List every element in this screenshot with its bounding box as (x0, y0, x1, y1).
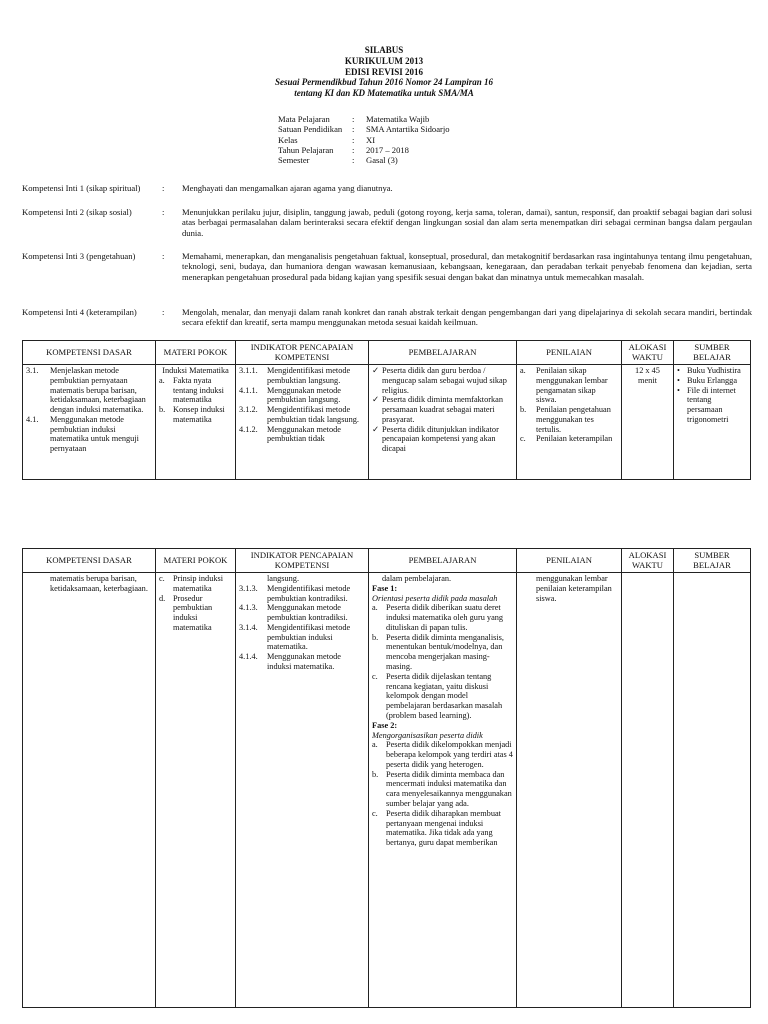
bullet-icon: • (677, 385, 680, 395)
ki-4: Kompetensi Inti 4 (keterampilan) : Mengolah, menalar, dan menyaji dalam ranah konkret dan ranah abstrak terkait dengan pengembangan dari yang dipelajarinya di sekolah secara mandiri, bertindak secara efektif dan kreatif, serta mampu menggunakan metoda sesuai kaidah keilmuan. (22, 307, 752, 328)
meta-value: XI (366, 134, 376, 145)
indikator-item: 3.1.4. Mengidentifikasi metode pembuktian induksi matematika. (239, 622, 351, 652)
check-icon: ✓ (372, 424, 379, 434)
fase-item: c. Peserta didik diharapkan membuat pertanyaan mengenai induksi matematika. Jika tidak ada yang bertanya, guru dapat memberikan (372, 808, 501, 848)
materi-item: d. Prosedur pembuktian induksi matematika (159, 593, 213, 632)
meta-value: 2017 – 2018 (366, 144, 409, 155)
meta-key: Semester (278, 155, 310, 166)
title-line-2: KURIKULUM 2013 (344, 55, 424, 66)
title-line-4: Sesuai Permendikbud Tahun 2016 Nomor 24 Lampiran 16 (275, 77, 493, 88)
header-sumber-belajar: SUMBER BELAJAR (674, 341, 751, 365)
header-pembelajaran: PEMBELAJARAN (369, 549, 517, 573)
fase-2-label: Fase 2: (372, 720, 398, 730)
fase-item: b. Peserta didik diminta membaca dan mencermati induksi matematika dan cara menyelesaikannya menggunakan sumber belajar yang ada. (372, 769, 512, 808)
indikator-continued: langsung. (267, 574, 300, 583)
ki-text: Menghayati dan mengamalkan ajaran agama yang dianutnya. (182, 183, 393, 193)
cell-penilaian (517, 365, 622, 480)
indikator-item: 3.1.1. Mengidentifikasi metode pembuktian langsung. (239, 366, 351, 385)
ki-label: Kompetensi Inti 4 (keterampilan) (22, 307, 137, 317)
ki-text: Mengolah, menalar, dan menyaji dalam ranah konkret dan ranah abstrak terkait dengan pengembangan dari yang dipelajarinya di sekolah secara mandiri, bertindak secara efektif dan kreatif, serta mampu menggunakan metoda sesuai kaidah keilmuan. (182, 307, 752, 328)
header-materi-pokok: MATERI POKOK (156, 341, 236, 365)
cell-alokasi (622, 573, 674, 1008)
bullet-icon: • (677, 375, 680, 385)
identity-block (278, 114, 450, 166)
meta-row: Semester : Gasal (3) (278, 155, 398, 166)
ki-label: Kompetensi Inti 2 (sikap sosial) (22, 207, 132, 217)
ki-label: Kompetensi Inti 3 (pengetahuan) (22, 251, 136, 261)
meta-row: Satuan Pendidikan : SMA Antartika Sidoarjo (278, 124, 450, 135)
ki-3: Kompetensi Inti 3 (pengetahuan) : Memahami, menerapkan, dan menganalisis pengetahuan faktual, konseptual, prosedural, dan metakognitif berdasarkan rasa ingintahunya tentang ilmu pengetahuan, teknologi, seni, budaya, dan humaniora dengan wawasan kemanusiaan, kebangsaan, kenegaraan, dan peradaban terkait penyebab fenomena dan kejadian, serta menerapkan pengetahuan prosedural pada bidang kajian yang spesifik sesuai dengan bakat dan minatnya untuk memecahkan masalah. (22, 251, 752, 282)
materi-heading: Induksi Matematika (162, 366, 229, 375)
fase-item: a. Peserta didik dikelompokkan menjadi beberapa kelompok yang terdiri atas 4 peserta didik yang heterogen. (372, 740, 513, 769)
cell-materi (156, 365, 236, 480)
header-kompetensi-dasar: KOMPETENSI DASAR (23, 341, 156, 365)
kd-item: 4.1. Menggunakan metode pembuktian induksi matematika untuk menguji pernyataan (26, 414, 139, 454)
syllabus-table-2 (22, 548, 751, 1008)
indikator-item: 4.1.4. Menggunakan metode induksi matematika. (239, 652, 341, 672)
header-materi-pokok: MATERI POKOK (156, 549, 236, 573)
check-icon: ✓ (372, 395, 379, 405)
check-icon: ✓ (372, 366, 379, 375)
pembelajaran-item: ✓ Peserta didik ditunjukkan indikator pencapaian kompetensi yang akan dicapai (372, 424, 499, 454)
materi-item: c. Prinsip induksi matematika (159, 574, 224, 593)
cell-materi (156, 573, 236, 1008)
indikator-item: 4.1.1. Menggunakan metode pembuktian langsung. (239, 385, 341, 405)
penilaian-item: b. Penilaian pengetahuan menggunakan tes tertulis. (520, 405, 611, 434)
meta-key: Tahun Pelajaran (278, 144, 334, 155)
cell-indikator (236, 573, 369, 1008)
fase-2-subtitle: Mengorganisasikan peserta didik (372, 730, 483, 740)
ki-text: Memahami, menerapkan, dan menganalisis pengetahuan faktual, konseptual, prosedural, dan metakognitif berdasarkan rasa ingintahunya tentang ilmu pengetahuan, teknologi, seni, budaya, dan humaniora dengan wawasan kemanusiaan, kebangsaan, kenegaraan, dan peradaban terkait penyebab fenomena dan kejadian, serta menerapkan pengetahuan prosedural pada bidang kajian yang spesifik sesuai dengan bakat dan minatnya untuk memecahkan masalah. (182, 251, 752, 282)
meta-row: Kelas : XI (278, 134, 376, 145)
header-penilaian: PENILAIAN (517, 549, 622, 573)
pembelajaran-item: ✓ Peserta didik dan guru berdoa / mengucap salam sebagai wujud sikap religius. (372, 366, 507, 395)
sumber-item: • Buku Erlangga (677, 375, 738, 385)
title-line-5: tentang KI dan KD Matematika untuk SMA/MA (294, 88, 474, 99)
bullet-icon: • (677, 366, 680, 375)
meta-value: SMA Antartika Sidoarjo (366, 124, 450, 135)
kd-item: 3.1. Menjelaskan metode pembuktian pernyataan matematis berupa barisan, ketidaksamaan, keterbagiaan dengan induksi matematika. (26, 366, 146, 415)
sumber-item: • File di internet tentang persamaan trigonometri (677, 385, 736, 424)
meta-row: Tahun Pelajaran : 2017 – 2018 (278, 144, 409, 155)
header-pembelajaran: PEMBELAJARAN (369, 341, 517, 365)
cell-penilaian: menggunakan lembar penilaian keterampilan siswa. (517, 573, 622, 1008)
header-kompetensi-dasar: KOMPETENSI DASAR (23, 549, 156, 573)
cell-kd: matematis berupa barisan, ketidaksamaan, keterbagiaan. (23, 573, 156, 1008)
fase-item: a. Peserta didik diberikan suatu deret induksi matematika oleh guru yang dituliskan di papan tulis. (372, 603, 504, 632)
title-line-1: SILABUS (364, 45, 404, 55)
penilaian-item: c. Penilaian keterampilan (520, 434, 613, 444)
header-alokasi-waktu: ALOKASI WAKTU (622, 341, 674, 365)
meta-value: Matematika Wajib (366, 114, 430, 124)
cell-kd (23, 365, 156, 480)
ki-label: Kompetensi Inti 1 (sikap spiritual) (22, 183, 141, 193)
ki-text: Menunjukkan perilaku jujur, disiplin, tanggung jawab, peduli (gotong royong, kerja sama, toleran, damai), santun, responsif, dan proaktif sebagai bagian dari solusi atas berbagai permasalahan dalam berinteraksi secara efektif dengan lingkungan sosial dan alam serta menempatkan diri sebagai cerminan bangsa dalam pergaulan dunia. (182, 207, 752, 238)
sumber-item: • Buku Yudhistira (677, 366, 741, 375)
meta-key: Kelas (278, 134, 298, 145)
header-indikator: INDIKATOR PENCAPAIAN KOMPETENSI (236, 341, 369, 365)
fase-item: c. Peserta didik dijelaskan tentang rencana kegiatan, yaitu diskusi kelompok dengan model pembelajaran berdasarkan masalah (problem based learning). (372, 671, 503, 720)
cell-pembelajaran (369, 573, 517, 1008)
penilaian-item: a. Penilaian sikap menggunakan lembar pengamatan sikap siswa. (520, 366, 608, 405)
indikator-item: 4.1.3. Menggunakan metode pembuktian kontradiksi. (239, 603, 348, 623)
meta-key: Mata Pelajaran (278, 114, 330, 124)
materi-item: b. Konsep induksi matematika (159, 405, 225, 424)
cell-indikator (236, 365, 369, 480)
cell-sumber (674, 573, 751, 1008)
document-title (0, 45, 768, 99)
ki-2: Kompetensi Inti 2 (sikap sosial) : Menunjukkan perilaku jujur, disiplin, tanggung jawab, peduli (gotong royong, kerja sama, toleran, damai), santun, responsif, dan proaktif sebagai bagian dari solusi atas berbagai permasalahan dalam berinteraksi secara efektif dengan lingkungan sosial dan alam serta menempatkan diri sebagai cerminan bangsa dalam pergaulan dunia. (22, 207, 752, 238)
meta-row: Mata Pelajaran : Matematika Wajib (278, 114, 430, 124)
fase-1-subtitle: Orientasi peserta didik pada masalah (372, 593, 498, 603)
pembelajaran-continued: dalam pembelajaran. (382, 574, 452, 583)
cell-pembelajaran (369, 365, 517, 480)
indikator-item: 4.1.2. Menggunakan metode pembuktian tidak (239, 424, 341, 444)
header-indikator: INDIKATOR PENCAPAIAN KOMPETENSI (236, 549, 369, 573)
meta-value: Gasal (3) (366, 155, 398, 166)
ki-1: Kompetensi Inti 1 (sikap spiritual) : Menghayati dan mengamalkan ajaran agama yang dianutnya. (22, 183, 752, 193)
fase-1-label: Fase 1: (372, 583, 398, 593)
syllabus-table-1 (22, 340, 751, 480)
fase-item: b. Peserta didik diminta menganalisis, menentukan bentuk/modelnya, dan mencoba mengerjakan masing-masing. (372, 632, 504, 672)
materi-item: a. Fakta nyata tentang induksi matematika (159, 375, 224, 405)
indikator-item: 3.1.3. Mengidentifikasi metode pembuktian kontradiksi. (239, 583, 351, 603)
title-line-3: EDISI REVISI 2016 (344, 66, 424, 77)
header-sumber-belajar: SUMBER BELAJAR (674, 549, 751, 573)
header-penilaian: PENILAIAN (517, 341, 622, 365)
indikator-item: 3.1.2. Mengidentifikasi metode pembuktian tidak langsung. (239, 405, 359, 424)
cell-sumber (674, 365, 751, 480)
header-alokasi-waktu: ALOKASI WAKTU (622, 549, 674, 573)
pembelajaran-item: ✓ Peserta didik diminta memfaktorkan persamaan kuadrat sebagai materi prasyarat. (372, 395, 503, 424)
meta-key: Satuan Pendidikan (278, 124, 343, 135)
cell-alokasi: 12 x 45 menit (622, 365, 674, 480)
